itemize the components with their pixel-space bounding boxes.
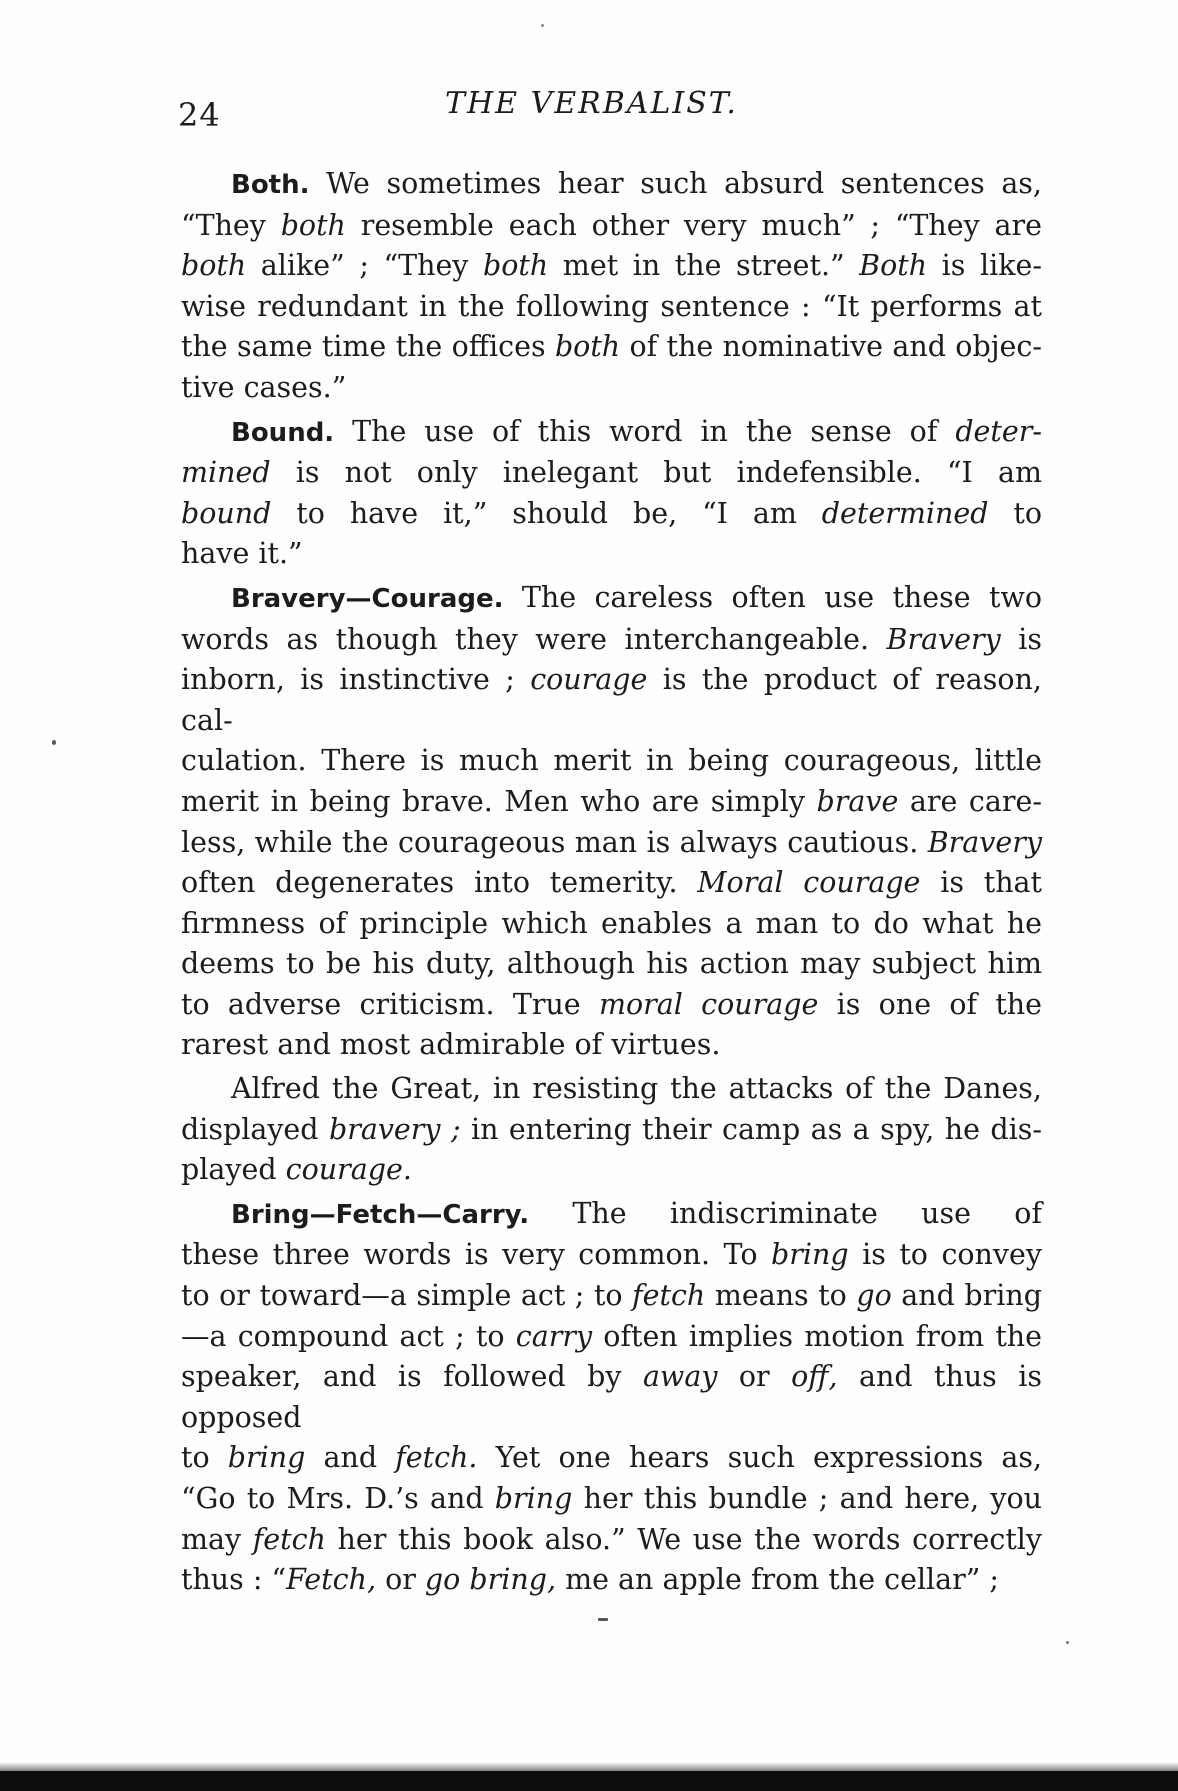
text-run: The indiscriminate use of — [529, 1196, 1042, 1230]
text-run: We sometimes hear such absurd sentences as, — [309, 167, 1042, 200]
italic-term: both — [554, 330, 621, 364]
ink-speck — [52, 740, 56, 745]
text-run: “They — [181, 208, 281, 242]
text-line — [181, 246, 1042, 287]
italic-term: go — [856, 1279, 892, 1313]
text-run: alike” ; “They — [246, 249, 483, 283]
text-run: The careless often use these two — [503, 580, 1042, 614]
text-line — [181, 1479, 1042, 1520]
italic-term: deter- — [955, 414, 1042, 448]
headword: Both. — [231, 170, 310, 200]
text-run: to — [988, 496, 1043, 530]
italic-term: fetch. — [395, 1441, 478, 1475]
italic-term: Bravery — [927, 825, 1042, 859]
italic-term: bravery ; — [328, 1112, 461, 1146]
text-line — [181, 1560, 1042, 1601]
ink-speck — [541, 24, 544, 27]
italic-term: both — [181, 249, 247, 283]
text-run: played — [181, 1153, 286, 1187]
italic-term: Fetch, — [286, 1563, 377, 1597]
text-run: or — [376, 1563, 425, 1597]
text-run: tive cases.” — [181, 370, 347, 404]
text-run: —a compound act ; to — [181, 1319, 516, 1353]
text-line — [181, 1438, 1042, 1479]
dictionary-entry — [181, 164, 1042, 409]
text-run: means to — [705, 1279, 857, 1313]
text-run: is that — [920, 866, 1042, 900]
text-line — [181, 863, 1042, 904]
italic-term: off, — [791, 1360, 838, 1394]
headword: Bring—Fetch—Carry. — [231, 1199, 530, 1230]
text-run: culation. There is much merit in being courageous, little — [181, 744, 1042, 778]
text-line — [181, 1357, 1042, 1438]
headword: Bravery—Courage. — [231, 583, 504, 614]
italic-term: bring — [494, 1482, 573, 1515]
text-line — [181, 1194, 1042, 1236]
text-line — [181, 206, 1042, 247]
text-run: merit in being brave. Men who are simply — [181, 784, 817, 818]
text-line — [181, 412, 1042, 454]
text-run: these three words is very common. To — [181, 1238, 771, 1272]
italic-term: Moral courage — [697, 866, 921, 900]
text-run: displayed — [181, 1112, 329, 1146]
italic-term: fetch — [252, 1522, 326, 1556]
text-line — [181, 1069, 1042, 1110]
text-run: deems to be his duty, although his action may subject him — [181, 947, 1042, 981]
text-run: her this bundle ; and here, you — [572, 1482, 1042, 1515]
text-run: to or toward—a simple act ; to — [181, 1279, 633, 1313]
text-run: words as though they were interchangeable. — [181, 622, 887, 656]
italic-term: both — [483, 249, 549, 283]
text-run: met in the street.” — [548, 249, 860, 283]
italic-term: away — [642, 1360, 718, 1394]
text-line — [181, 823, 1042, 864]
text-run: me an apple from the cellar” ; — [556, 1563, 1000, 1597]
text-line — [181, 453, 1042, 494]
page-number: 24 — [178, 96, 221, 134]
text-line — [181, 578, 1042, 620]
scan-bottom-edge — [0, 1771, 1178, 1791]
text-run: “Go to Mrs. D.’s and — [181, 1482, 495, 1515]
text-line — [181, 1276, 1042, 1317]
italic-term: fetch — [632, 1279, 706, 1313]
text-line — [181, 985, 1042, 1026]
text-line — [181, 164, 1042, 206]
italic-term: bring — [227, 1441, 306, 1475]
text-run: may — [181, 1522, 253, 1556]
text-run: her this book also.” We use the words correctly — [325, 1522, 1042, 1556]
text-run: and thus is opposed — [181, 1360, 1042, 1434]
text-run: is to convey — [848, 1238, 1042, 1272]
text-line — [181, 1520, 1042, 1561]
italic-term: carry — [515, 1319, 593, 1353]
italic-term: determined — [821, 496, 989, 530]
text-run: thus : “ — [181, 1563, 287, 1597]
ink-speck — [598, 1618, 608, 1621]
text-run: inborn, is instinctive ; — [181, 663, 531, 697]
text-run: are care- — [898, 784, 1042, 818]
text-line — [181, 904, 1042, 945]
italic-term: mined — [181, 456, 271, 490]
text-line — [181, 287, 1042, 328]
text-line — [181, 944, 1042, 985]
text-run: often implies motion from the — [592, 1319, 1042, 1353]
text-line — [181, 327, 1042, 368]
italic-term: go bring, — [424, 1563, 557, 1597]
body-text — [181, 164, 1042, 1604]
text-line — [181, 534, 1042, 575]
text-run: and — [305, 1441, 396, 1475]
italic-term: moral courage — [598, 987, 819, 1021]
text-run: rarest and most admirable of virtues. — [181, 1028, 721, 1062]
text-line — [181, 1317, 1042, 1358]
dictionary-entry — [181, 578, 1042, 1066]
italic-term: courage — [530, 663, 648, 697]
text-run: is one of the — [818, 987, 1042, 1021]
text-run: less, while the courageous man is always cautious. — [181, 825, 928, 859]
italic-term: brave — [816, 784, 899, 818]
paragraph — [181, 1069, 1042, 1191]
headword: Bound. — [231, 417, 335, 448]
text-run: or — [717, 1360, 792, 1394]
text-line — [181, 1025, 1042, 1066]
text-run: Alfred the Great, in resisting the attacks of the Danes, — [231, 1072, 1042, 1106]
text-run: to have it,” should be, “I am — [271, 496, 822, 530]
italic-term: bound — [181, 496, 272, 530]
text-run: often degenerates into temerity. — [181, 866, 698, 900]
text-run: is the product of reason, cal- — [181, 663, 1042, 737]
text-run: the same time the offices — [181, 330, 555, 364]
text-run: have it.” — [181, 537, 303, 571]
text-run: to adverse criticism. True — [181, 987, 599, 1021]
text-run: in entering their camp as a spy, he dis- — [460, 1112, 1042, 1146]
ink-speck — [1066, 1641, 1069, 1644]
text-run: to — [181, 1441, 228, 1475]
running-head: THE VERBALIST. — [445, 86, 738, 121]
text-run: is — [1000, 622, 1042, 656]
text-line — [181, 494, 1042, 535]
text-run: resemble each other very much” ; “They are — [345, 208, 1042, 242]
italic-term: both — [280, 208, 346, 242]
text-run: firmness of principle which enables a man to do what he — [181, 906, 1042, 940]
text-line — [181, 782, 1042, 823]
text-run: and bring — [891, 1279, 1043, 1313]
text-run: speaker, and is followed by — [181, 1360, 643, 1394]
text-line — [181, 1235, 1042, 1276]
text-line — [181, 660, 1042, 741]
italic-term: courage. — [285, 1153, 412, 1187]
text-run: is not only inelegant but indefensible. “I am — [270, 456, 1042, 490]
text-line — [181, 368, 1042, 409]
text-run: wise redundant in the following sentence : “It performs at — [181, 289, 1042, 323]
text-run: of the nominative and objec- — [620, 330, 1042, 364]
text-line — [181, 741, 1042, 782]
text-line — [181, 1110, 1042, 1151]
italic-term: Bravery — [886, 622, 1001, 656]
text-run: is like- — [927, 249, 1042, 283]
dictionary-entry — [181, 1194, 1042, 1601]
dictionary-entry — [181, 412, 1042, 575]
text-line — [181, 1150, 1042, 1191]
text-run: Yet one hears such expressions as, — [477, 1441, 1043, 1475]
text-run: The use of this word in the sense of — [334, 414, 956, 448]
italic-term: Both — [859, 249, 928, 283]
italic-term: bring — [771, 1238, 849, 1272]
text-line — [181, 620, 1042, 661]
